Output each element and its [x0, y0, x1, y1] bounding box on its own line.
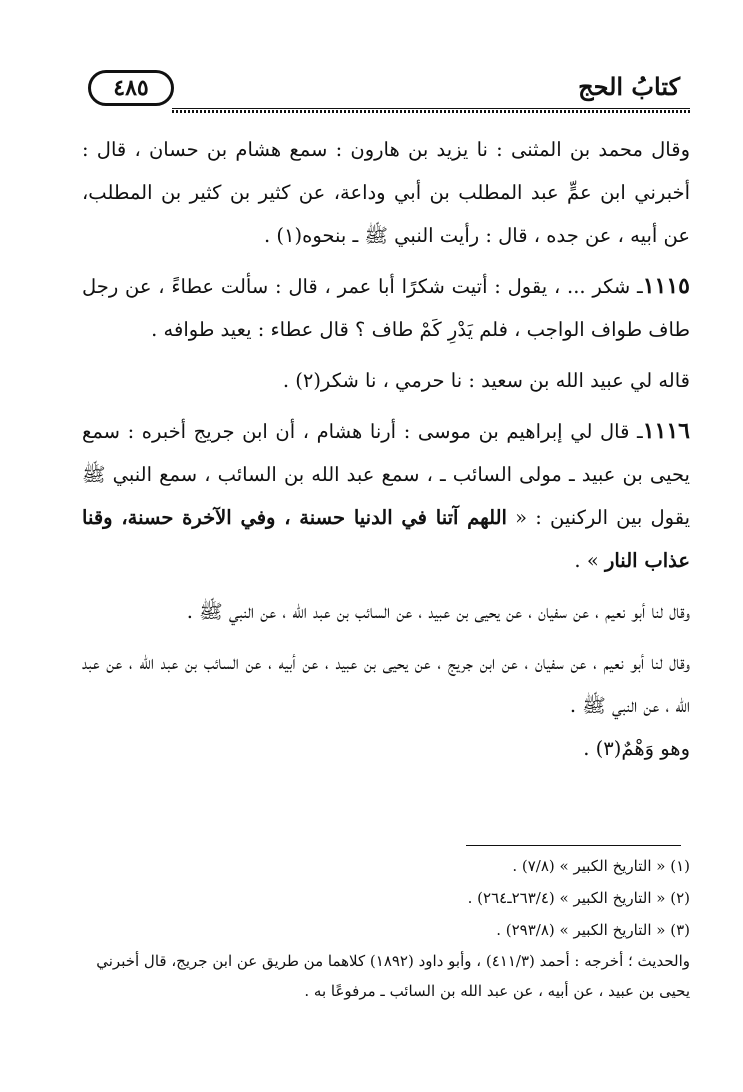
paragraph-1116-text: ـ قال لي إبراهيم بن موسى : أرنا هشام ، أن ابن جريج أخبره : سمع يحيى بن عبيد ـ مولى السائب ـ ، سمع عبد الله بن السائب ، سمع النبي ﷺ يقول بين الركنين : « — [82, 420, 691, 529]
page-number-badge — [88, 70, 174, 106]
page-header — [80, 62, 690, 122]
footnote-2: (٢) « التاريخ الكبير » (٢٦٣/٤ـ٢٦٤) . — [467, 889, 690, 907]
dua-text: اللهم آتنا في الدنيا حسنة ، وفي الآخرة حسنة، وقنا عذاب النار — [82, 506, 690, 572]
paragraph-1115 — [82, 265, 690, 351]
paragraph-5: وقال لنا أبو نعيم ، عن سفيان ، عن يحيى بن عبيد ، عن السائب بن عبد الله ، عن النبي ﷺ . — [186, 600, 690, 623]
page-number: ٤٨٥ — [113, 75, 149, 101]
paragraph-3: قاله لي عبيد الله بن سعيد : نا حرمي ، نا شكر(٢) . — [282, 369, 690, 392]
header-rule — [172, 108, 690, 113]
hadith-number-1116: ١١١٦ — [642, 418, 690, 444]
paragraph-1116 — [82, 410, 690, 582]
footnote-3: (٣) « التاريخ الكبير » (٢٩٣/٨) . — [496, 921, 690, 939]
paragraph-1: وقال محمد بن المثنى : نا يزيد بن هارون : سمع هشام بن حسان ، قال : أخبرني ابن عمٍّ عبد المطلب بن أبي وداعة، عن كثير بن كثير بن المطلب، عن أبيه ، عن جده ، قال : رأيت النبي ﷺ ـ بنحوه(١) . — [82, 138, 690, 247]
paragraph-7: وهو وَهْمٌ(٣) . — [583, 737, 690, 760]
hadith-number-1115: ١١١٥ — [642, 273, 690, 299]
running-title: كتابُ الحج — [578, 72, 680, 101]
footnote-1: (١) « التاريخ الكبير » (٧/٨) . — [512, 857, 690, 875]
footnote-rule — [466, 845, 681, 846]
paragraph-1116-end: » . — [574, 549, 599, 572]
footnote-takhrij: والحديث ؛ أخرجه : أحمد (٤١١/٣) ، وأبو داود (١٨٩٢) كلاهما من طريق عن ابن جريج، قال أخبرني يحيى بن عبيد ، عن أبيه ، عن عبد الله بن السائب ـ مرفوعًا به . — [96, 952, 690, 1000]
paragraph-1115-text: ـ شكر ... ، يقول : أتيت شكرًا أبا عمر ، قال : سألت عطاءً ، عن رجل طاف طواف الواجب ، فلم يَدْرِ كَمْ طاف ؟ قال عطاء : يعيد طوافه . — [82, 275, 690, 341]
paragraph-6: وقال لنا أبو نعيم ، عن سفيان ، عن ابن جريج ، عن يحيى بن عبيد ، عن أبيه ، عن السائب بن عبد الله ، عن عبد الله ، عن النبي ﷺ . — [82, 651, 690, 717]
footnotes — [70, 850, 690, 1006]
main-text — [82, 128, 690, 770]
